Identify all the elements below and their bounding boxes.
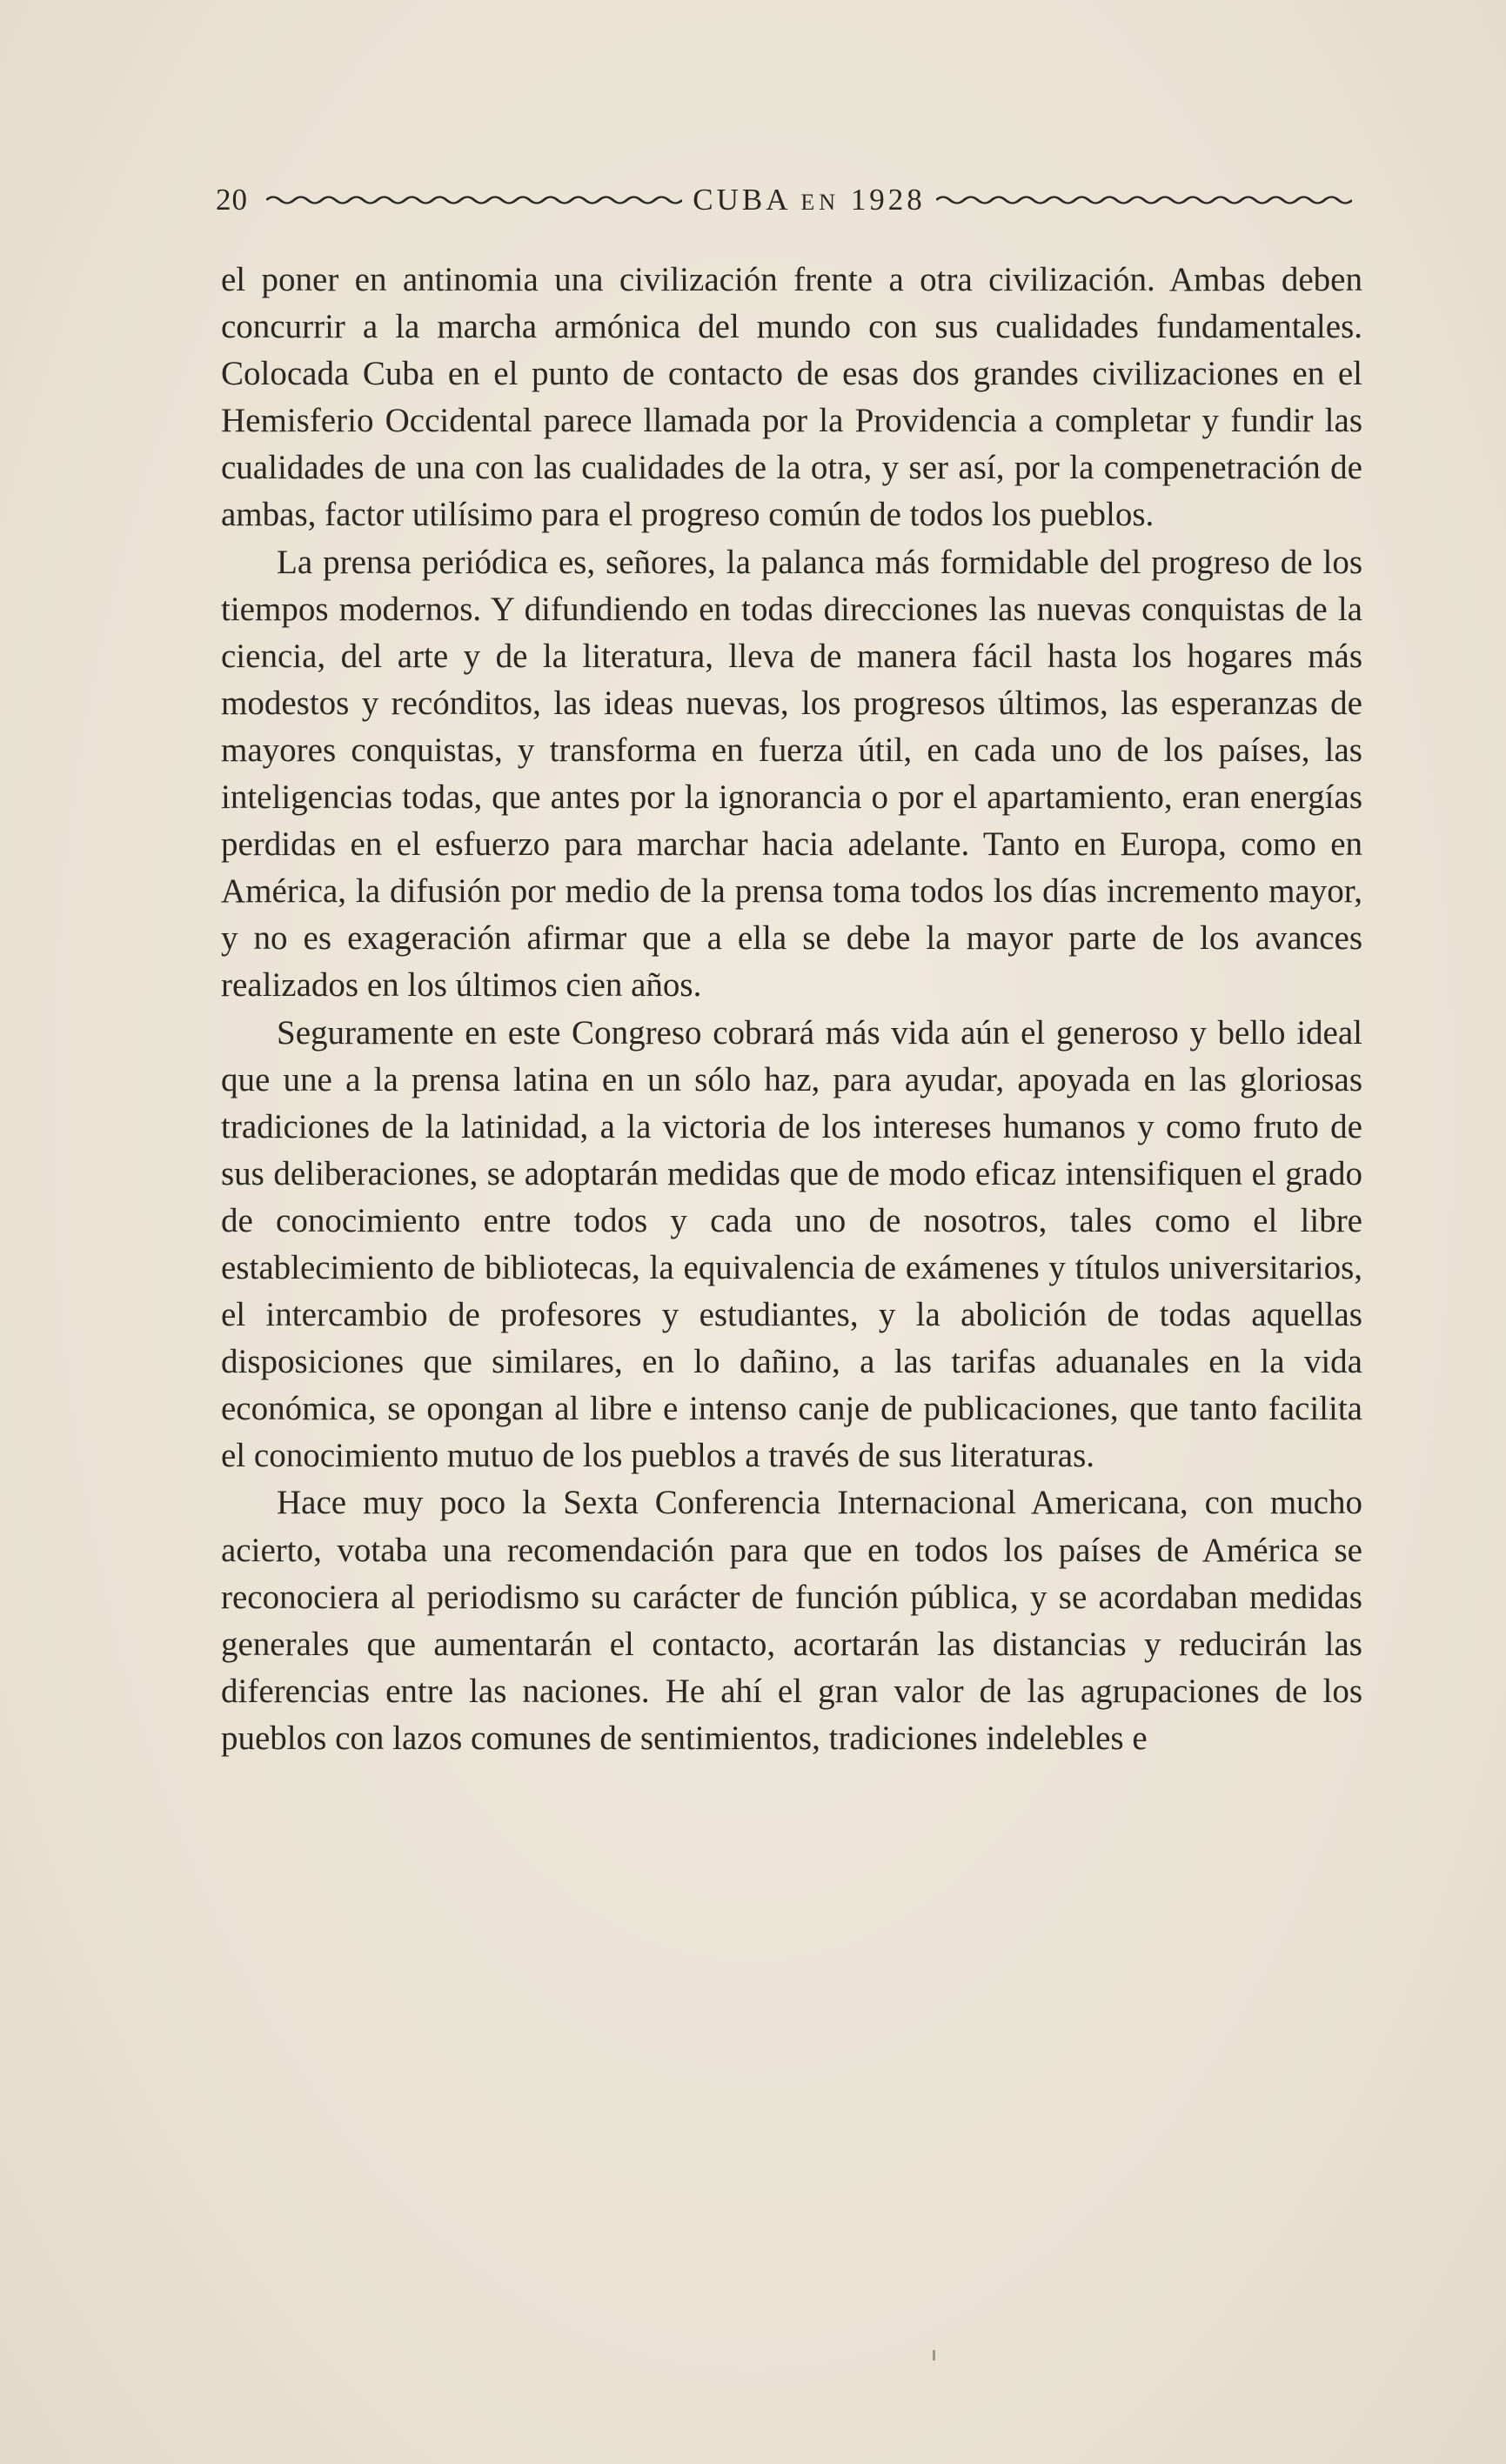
paragraph-prensa: La prensa periódica es, señores, la palanca más formidable del progreso de los tiempos modernos. Y difundiendo en todas direcciones las nuevas conquistas de la ciencia, del arte y de la literatura, lleva de manera fácil hasta los hogares más modestos y recónditos, las ideas nuevas, los progresos últimos, las esperanzas de mayores conquistas, y transforma en fuerza útil, en cada uno de los países, las inteligencias todas, que antes por la ignorancia o por el apartamiento, eran energías perdidas en el esfuerzo para marchar hacia adelante. Tanto en Europa, como en América, la difusión por medio de la prensa toma todos los días incremento mayor, y no es exageración afirmar que a ella se debe la mayor parte de los avances realizados en los últimos cien años. — [221, 543, 1362, 1005]
paragraph-conferencia: Hace muy poco la Sexta Conferencia Internacional Americana, con mucho acierto, votaba una recomendación para que en todos los países de América se reconociera al periodismo su carácter de función pública, y se acordaban medidas generales que aumentarán el contacto, acortarán las distancias y reducirán las diferencias entre las naciones. He ahí el gran valor de las agrupaciones de los pueblos con lazos comunes de sentimientos, tradiciones indelebles e — [221, 1484, 1362, 1757]
running-title — [693, 183, 925, 217]
body-text — [221, 257, 1362, 1762]
paragraph-congreso: Seguramente en este Congreso cobrará más vida aún el generoso y bello ideal que une a la prensa latina en un sólo haz, para ayudar, apoyada en las gloriosas tradiciones de la latinidad, a la victoria de los intereses humanos y como fruto de sus deliberaciones, se adoptarán medidas que de modo eficaz intensifiquen el grado de conocimiento entre todos y cada uno de nosotros, tales como el libre establecimiento de bibliotecas, la equivalencia de exámenes y títulos universitarios, el intercambio de profesores y estudiantes, y la abolición de todas aquellas disposiciones que similares, en lo dañino, a las tarifas aduanales en la vida económica, se opongan al libre e intenso canje de publicaciones, que tanto facilita el conocimiento mutuo de los pueblos a través de sus literaturas. — [221, 1013, 1362, 1475]
paper-speck — [933, 2350, 935, 2360]
decorative-wave-rule-right — [936, 194, 1352, 206]
running-title-year: 1928 — [850, 183, 926, 217]
running-header — [216, 179, 1362, 221]
decorative-wave-rule-left — [266, 194, 682, 206]
page-number: 20 — [216, 183, 248, 217]
paragraph-continuation: el poner en antinomia una civilización frente a otra civilización. Ambas deben concurrir a la marcha armónica del mundo con sus cualidades fundamentales. Colocada Cuba en el punto de contacto de esas dos grandes civilizaciones en el Hemisferio Occidental parece llamada por la Providencia a completar y fundir las cualidades de una con las cualidades de la otra, y ser así, por la compenetración de ambas, factor utilísimo para el progreso común de todos los pueblos. — [221, 261, 1362, 534]
running-title-main: CUBA — [693, 183, 790, 217]
running-title-connector: EN — [800, 190, 840, 215]
